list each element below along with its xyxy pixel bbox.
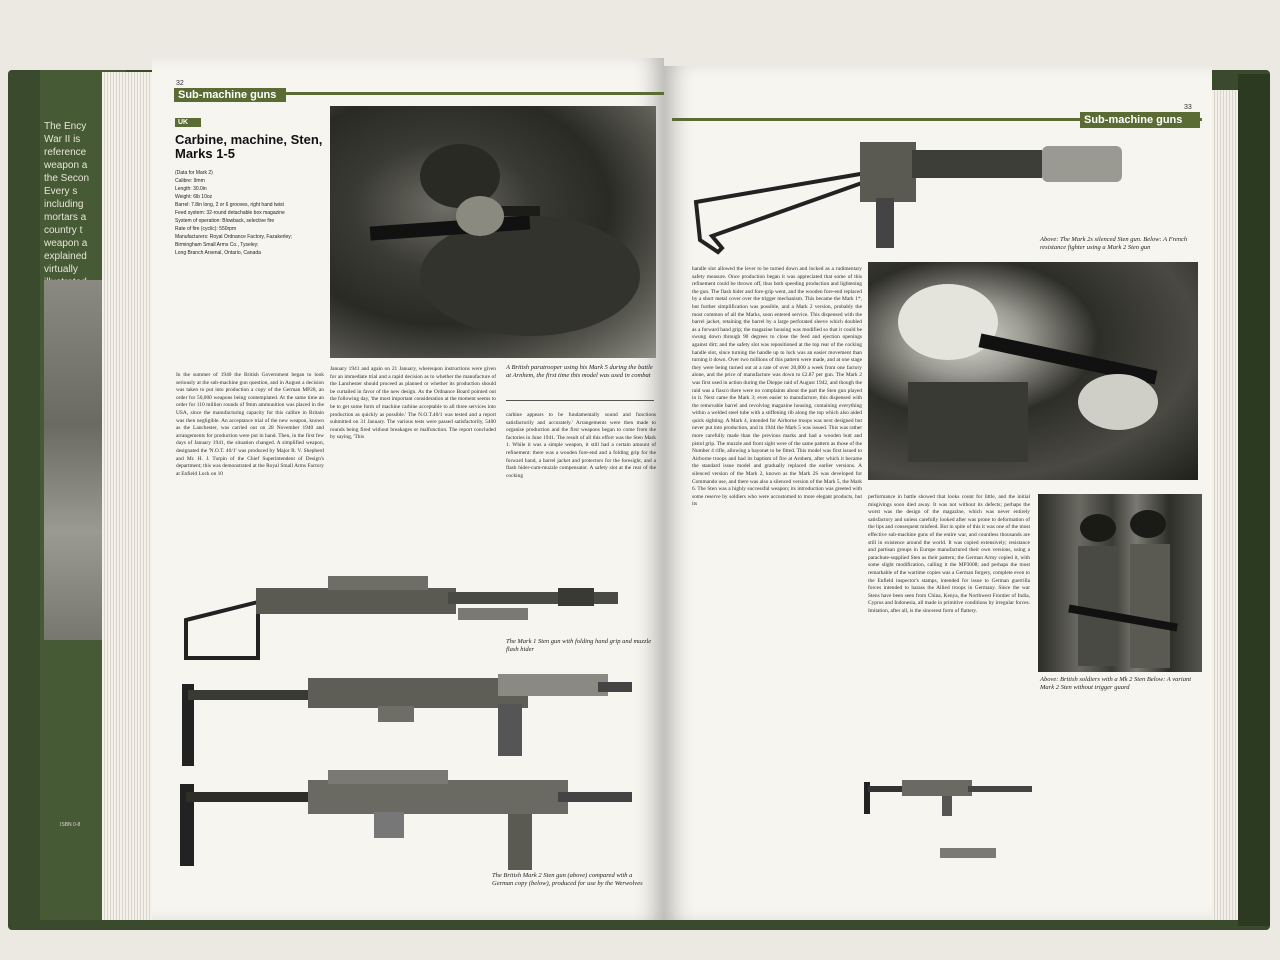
isbn-text: ISBN 0-8 — [60, 822, 81, 828]
page-stack-right — [1208, 90, 1238, 920]
resistance-fighter-photo — [868, 262, 1198, 480]
soldiers-caption: Above: British soldiers with a Mk 2 Sten Below: A variant Mark 2 Sten without trigger guard — [1040, 676, 1192, 692]
body-text: handle slot allowed the lever to be turned down and locked as a rudimentary safety measure. Once production began it was appreciated that some of this refinement could be thrown off, thus both speeding production and lightening the gun. The flash hider and fore-grip went, and the wooden fore-end replaced by a short metal cover over the trigger mechanism. This became the Mark 1*, but further simplification was possible, and a Mark 2 version, probably the most common of all the Marks, soon entered service. This dispensed with the barrel jacket, retaining the barrel by a large perforated sleeve which doubled as a forward hand grip; the magazine housing was modified so that it could be swung down through 90 degrees to close the feed and ejection openings against dirt; and the safety slot was repositioned at the top rear of the cocking handle slot, since turning the handle up to lock was an easier movement than turning it down. Over two millions of this pattern were made, and at one stage they were being turned out at a rate of over 20,000 a week from one factory alone, and the price of manufacture was down to £2.87 per gun. The Mark 2 was first used in action during the Dieppe raid of August 1942, and though the raid was a fiasco there were no complaints about the part the Sten gun played in it. Next came the Mark 3; even easier to manufacture, this dispensed with the removable barrel and revolving magazine housing, containing everything within a welded steel tube with a stiffening rib along the top which also aided quick sighting. A Mark 4, intended for Airborne troops was next designed but never put into production, and in 1944 the Mark 5 was issued. This was rather more carefully made than the previous marks and had a wooden butt and pistol grip. The muzzle and front sight were of the same pattern as those of the Number 4 rifle, allowing a bayonet to be fitted. This model was first issued to Airborne troops and had its baptism of fire at Arnhem, after which it became the standard issue model and gradually replaced the earlier versions. A silenced version of the Mark 2, known as the Mark 2S was developed for Commando use, and there was also a silenced version of the Mark 5, the Mark 6. The Sten was a highly successful weapon; its introduction was greeted with some reserve by soldiers who were accustomed to more elegant products, but its — [692, 266, 862, 508]
spec-line: Feed system: 32-round detachable box magazine — [175, 210, 285, 216]
spec-line: (Data for Mark 2) — [175, 170, 213, 176]
magazine-image — [940, 848, 996, 858]
page-number: 32 — [176, 80, 184, 87]
right-body-column-2 — [868, 494, 1030, 764]
gun3-caption: The British Mark 2 Sten gun (above) compared with a German copy (below), produced for use by the Werwolves — [492, 872, 643, 888]
back-cover-line: country t — [44, 225, 83, 236]
paratrooper-figure — [330, 106, 656, 358]
body-text: performance in battle showed that looks count for little, and the initial misgivings soon died away. It was not without its defects; perhaps the worst was the design of the magazine, which was never entirely satisfactory and unless carefully looked after was prone to deformation of the lips and consequent misfeed. But in spite of this it was one of the most effective sub-machine guns of the entire war, and countless thousands are still in existence around the world. It was copied extensively; resistance and partisan groups in Europe manufactured their own versions, using a parachute-supplied Sten as their pattern; the German Army copied it, with some slight modification, calling it the MP3008; and perhaps the most remarkable of the wartime copies was a German forgery, complete even to the Enfield inspector's stamps, intended for issue to German guerrilla forces intended to harass the Allied troops in Germany. Since the war Stens have been seen from China, Kenya, the Northwest Frontier of India, Cyprus and Indonesia, all made in primitive conditions by irregular forces. Imitation, after all, is the sincerest form of flattery. — [868, 494, 1030, 614]
paratrooper-photo — [330, 106, 656, 358]
photo-caption: A British paratrooper using his Mark 5 during the battle at Arnhem, the first time this model was used in combat — [506, 364, 653, 380]
book-spine — [1238, 74, 1270, 926]
spec-line: Length: 30.0in — [175, 186, 207, 192]
back-cover-line: The Ency — [44, 121, 87, 132]
back-cover-line: the Secon — [44, 173, 90, 184]
section-header: Sub-machine guns — [178, 89, 277, 101]
spec-line: Weight: 6lb 10oz — [175, 194, 213, 200]
body-column-2 — [330, 366, 496, 566]
spec-line: Calibre: 9mm — [175, 178, 205, 184]
back-cover-line: weapon a — [44, 238, 88, 249]
back-cover-line: weapon a — [44, 160, 88, 171]
sten-mk2-comparison-image — [178, 770, 638, 880]
mk2-variant-image — [862, 778, 1042, 838]
back-cover-line: Every s — [44, 186, 78, 197]
spec-line: Barrel: 7.8in long, 2 or 6 grooves, right hand twist — [175, 202, 284, 208]
body-text: In the summer of 1940 the British Government began to look seriously at the sub-machine gun question, and in August a decision was taken to put into production a copy of the German MP28, an order for 50,000 weapons being contemplated. At the same time an order for 110 million rounds of 9mm ammunition was placed in the USA, since the manufacturing capacity for this calibre in Britain was then negligible. An acceptance trial of the new weapon, known as the Lanchester, was carried out on 28 November 1940 and arrangements for production were put in hand. Then, in the first few days of January 1941, the situation changed. A simplified weapon, designated the 'N.O.T. 40/1' was produced by Major R. V. Shepherd and Mr. H. J. Turpin of the Chief Superintendent of Design's department; this was demonstrated at the Royal Small Arms Factory at Enfield Lock on 10 — [176, 372, 324, 477]
back-cover-line: virtually — [44, 264, 78, 275]
page-stack-left — [102, 72, 154, 920]
page-number: 33 — [1184, 104, 1192, 111]
country-tag: UK — [175, 118, 201, 127]
gun1-caption: The Mark 1 Sten gun with folding hand grip and muzzle flash hider — [506, 638, 652, 654]
spec-line: System of operation: Blowback, selective fire — [175, 218, 275, 224]
spec-lines — [175, 169, 323, 257]
british-soldiers-photo — [1038, 494, 1202, 672]
back-cover-line: War II is — [44, 134, 81, 145]
caption-rule — [506, 400, 654, 401]
sten-mk5-image — [178, 660, 638, 770]
weapon-title: Carbine, machine, Sten, Marks 1-5 — [175, 132, 323, 161]
spec-box — [175, 118, 323, 368]
back-cover-line: reference — [44, 147, 87, 158]
back-cover-line: including — [44, 199, 84, 210]
top-caption: Above: The Mark 2s silenced Sten gun. Below: A French resistance fighter using a Mark 2 Sten gun — [1040, 236, 1188, 252]
section-header: Sub-machine guns — [1084, 114, 1183, 126]
spec-line: Birmingham Small Arms Co., Tyseley; — [175, 242, 259, 248]
body-text: January 1941 and again on 21 January, whereupon instructions were given for an immediate trial and a rapid decision as to whether the manufacture of the Lanchester should proceed as planned or whether its production should be curtailed in favor of the new design. As the Ordnance Board pointed out the following day, 'the most important consideration at the moment seems to be to get some form of machine carbine acceptable to all three services into production as quickly as possible.' The N.O.T.40/1 was tested and a report submitted on 31 January. The various tests were passed satisfactorily, 5400 rounds being fired without breakages or malfunction. The report concluded by saying, 'This — [330, 366, 496, 441]
body-text: carbine appears to be fundamentally sound and functions satisfactorily and accurately.' Arrangements were then made to organise production and the first weapons began to come from the factories in June 1941. The result of all this effort was the Sten Mark 1. While it was a simple weapon, it still had a certain amount of refinement: there was a wooden fore-end and a folding grip for the forward hand, a barrel jacket and protectors for the foresight, and a flash hider-cum-muzzle compensator. A safety slot at the rear of the cocking — [506, 412, 656, 479]
body-column-3 — [506, 412, 656, 572]
back-cover-line: explained — [44, 251, 87, 262]
resistance-figure — [868, 262, 1198, 480]
british-soldiers-figure — [1038, 494, 1202, 672]
spec-line: Long Branch Arsenal, Ontario, Canada — [175, 250, 261, 256]
back-cover-photo — [44, 280, 104, 640]
back-cover-line: mortars a — [44, 212, 87, 223]
spec-line: Manufacturers: Royal Ordnance Factory, Fazakerley; — [175, 234, 293, 240]
spec-line: Rate of fire (cyclic): 550rpm — [175, 226, 237, 232]
right-body-column-1 — [692, 266, 862, 906]
